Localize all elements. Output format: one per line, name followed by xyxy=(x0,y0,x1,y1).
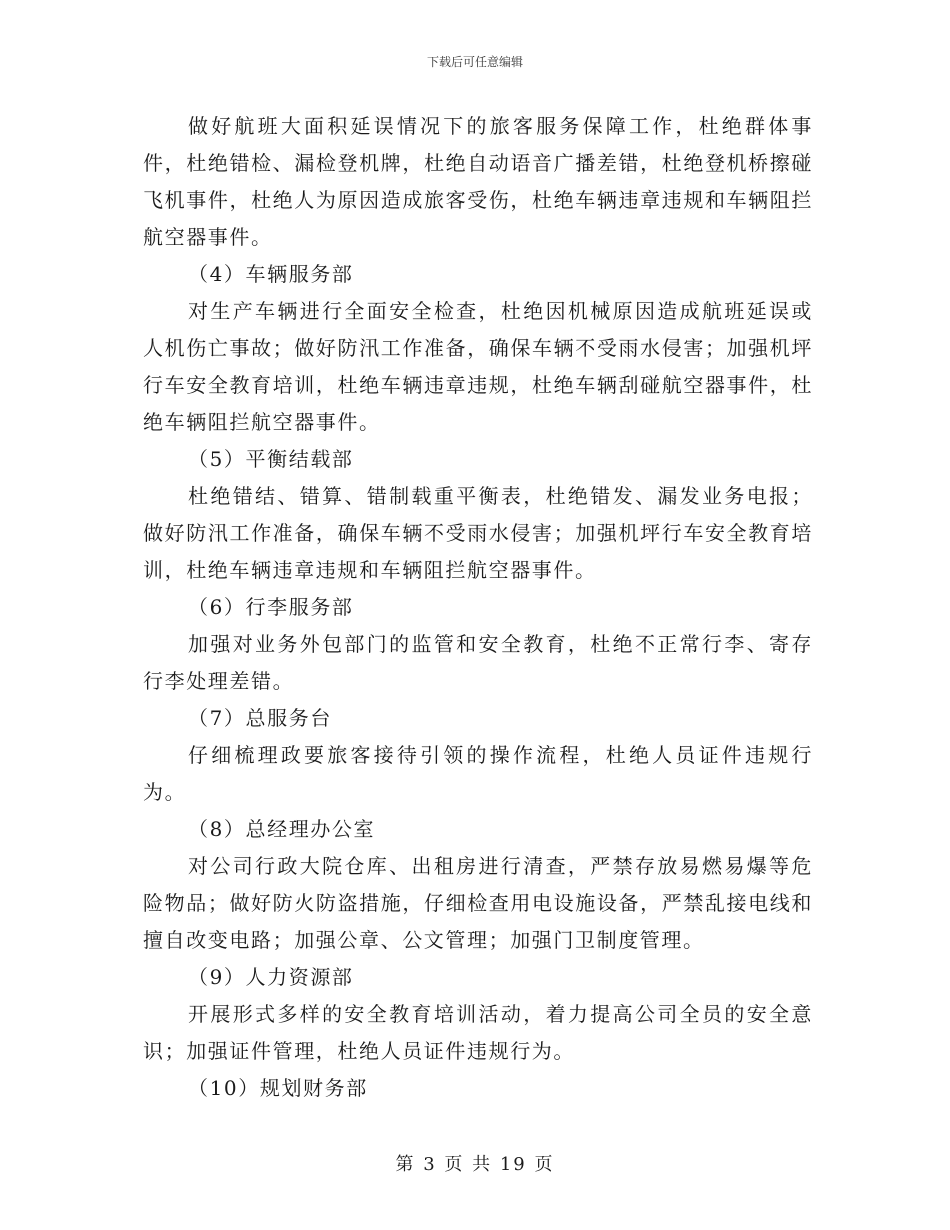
paragraph: 对生产车辆进行全面安全检查，杜绝因机械原因造成航班延误或人机伤亡事故；做好防汛工作准备，确保车辆不受雨水侵害；加强机坪行车安全教育培训，杜绝车辆违章违规，杜绝车辆刮碰航空器事件，杜绝车辆阻拦航空器事件。 xyxy=(143,299,813,434)
paragraph: 做好航班大面积延误情况下的旅客服务保障工作，杜绝群体事件，杜绝错检、漏检登机牌，杜绝自动语音广播差错，杜绝登机桥擦碰飞机事件，杜绝人为原因造成旅客受伤，杜绝车辆违章违规和车辆阻拦航空器事件。 xyxy=(143,114,813,249)
paragraph: 对公司行政大院仓库、出租房进行清查，严禁存放易燃易爆等危险物品；做好防火防盗措施，仔细检查用电设施设备，严禁乱接电线和擅自改变电路；加强公章、公文管理；加强门卫制度管理。 xyxy=(143,854,813,952)
section-heading: （6）行李服务部 xyxy=(188,595,354,619)
document-body xyxy=(143,108,813,1107)
paragraph: 开展形式多样的安全教育培训活动，着力提高公司全员的安全意识；加强证件管理，杜绝人员证件违规行为。 xyxy=(143,1002,813,1063)
section-heading: （10）规划财务部 xyxy=(188,1076,368,1100)
paragraph: 杜绝错结、错算、错制载重平衡表，杜绝错发、漏发业务电报；做好防汛工作准备，确保车辆不受雨水侵害；加强机坪行车安全教育培训，杜绝车辆违章违规和车辆阻拦航空器事件。 xyxy=(143,484,813,582)
paragraph: 仔细梳理政要旅客接待引领的操作流程，杜绝人员证件违规行为。 xyxy=(143,743,813,804)
section-heading: （8）总经理办公室 xyxy=(188,817,376,841)
section-heading: （4）车辆服务部 xyxy=(188,262,354,286)
section-heading: （7）总服务台 xyxy=(188,706,332,730)
page-header-note: 下载后可任意编辑 xyxy=(426,55,523,69)
paragraph: 加强对业务外包部门的监管和安全教育，杜绝不正常行李、寄存行李处理差错。 xyxy=(143,632,813,693)
section-heading: （9）人力资源部 xyxy=(188,965,354,989)
page-number-footer: 第 3 页 共 19 页 xyxy=(395,1154,555,1175)
section-heading: （5）平衡结载部 xyxy=(188,447,354,471)
